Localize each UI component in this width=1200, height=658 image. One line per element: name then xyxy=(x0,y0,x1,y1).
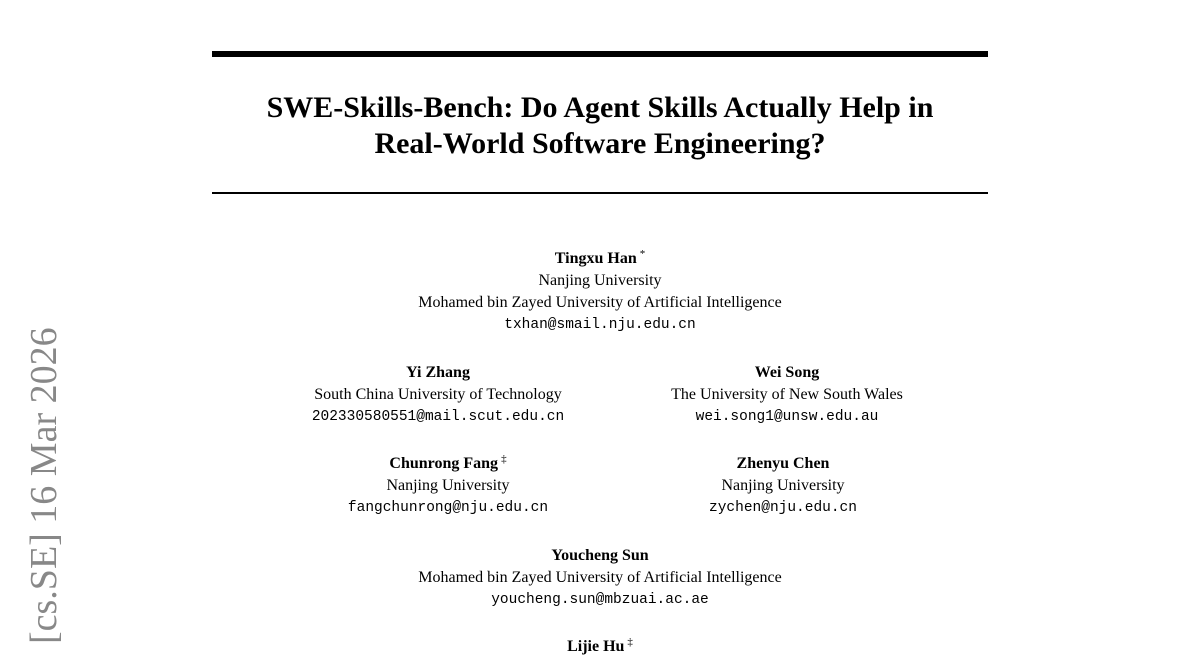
arxiv-identifier-stamp: [cs.SE] 16 Mar 2026 xyxy=(23,327,65,644)
author-affiliation: Nanjing University xyxy=(538,272,662,289)
author-email: wei.song1@unsw.edu.au xyxy=(695,409,879,425)
author-name: Chunrong Fang ‡ xyxy=(389,452,507,472)
author-affiliation: Nanjing University xyxy=(721,477,845,494)
author-name: Wei Song xyxy=(754,364,820,381)
author-block xyxy=(300,248,900,336)
author-footnote-mark: ‡ xyxy=(627,635,633,648)
author-name: Zhenyu Chen xyxy=(736,455,830,472)
author-block xyxy=(248,362,628,428)
author-footnote-mark: ‡ xyxy=(501,452,507,465)
paper-title-line-1: SWE-Skills-Bench: Do Agent Skills Actually Help in xyxy=(266,91,934,124)
author-affiliation: Mohamed bin Zayed University of Artificial Intelligence xyxy=(418,294,782,311)
author-email: youcheng.sun@mbzuai.ac.ae xyxy=(491,592,709,608)
author-footnote-mark: * xyxy=(639,247,646,260)
title-bottom-rule xyxy=(212,192,988,194)
author-name: Tingxu Han * xyxy=(554,247,646,267)
author-email: zychen@nju.edu.cn xyxy=(709,500,857,516)
author-affiliation: South China University of Technology xyxy=(314,386,562,403)
author-affiliation: The University of New South Wales xyxy=(671,386,903,403)
author-email: txhan@smail.nju.edu.cn xyxy=(504,317,696,333)
author-block xyxy=(597,362,977,428)
author-name: Yi Zhang xyxy=(406,364,470,381)
author-name: Youcheng Sun xyxy=(551,547,649,564)
paper-title xyxy=(212,90,988,162)
title-top-rule xyxy=(212,51,988,57)
author-block xyxy=(300,636,900,658)
paper-title-line-2: Real-World Software Engineering? xyxy=(374,127,826,160)
author-name: Lijie Hu ‡ xyxy=(567,635,633,655)
author-email: fangchunrong@nju.edu.cn xyxy=(347,500,549,516)
author-block xyxy=(300,545,900,611)
author-email: 202330580551@mail.scut.edu.cn xyxy=(311,409,565,425)
author-affiliation: Nanjing University xyxy=(386,477,510,494)
author-affiliation: Mohamed bin Zayed University of Artificial Intelligence xyxy=(418,569,782,586)
author-block xyxy=(583,453,983,519)
